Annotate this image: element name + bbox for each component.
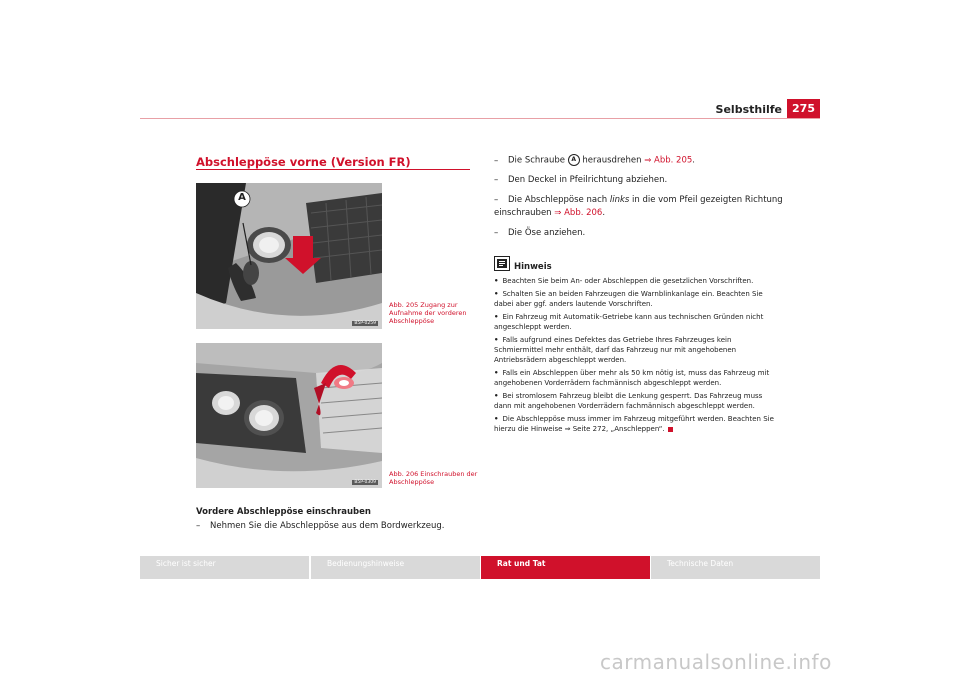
figure-205-code: B5P-0259 [354,321,376,326]
section-title: Abschleppöse vorne (Version FR) [196,155,411,169]
step-5-text: Die Öse anziehen. [508,228,586,238]
page-number-badge: 275 [787,99,820,118]
figure-205-label-a: A [238,192,246,203]
figure-206-reference-link[interactable]: ⇒ Abb. 206 [554,208,603,218]
step-5: – Die Öse anziehen. [494,228,586,238]
step-3-text: Den Deckel in Pfeilrichtung abziehen. [508,175,668,185]
figure-206-image [196,343,382,488]
procedure-subheading: Vordere Abschleppöse einschrauben [196,507,371,517]
figure-205-reference-link[interactable]: ⇒ Abb. 205 [644,155,693,166]
list-item: • Beachten Sie beim An- oder Abschleppen die gesetzlichen Vorschriften. [494,277,754,285]
footer-tab-sicher-ist-sicher[interactable]: Sicher ist sicher [140,556,309,579]
step-1: – Nehmen Sie die Abschleppöse aus dem Bordwerkzeug. [196,521,445,531]
list-item: • Schalten Sie an beiden Fahrzeugen die Warnblinkanlage ein. Beachten Sie dabei aber ggf. anders lautende Vorschriften. [494,290,763,308]
note-last-item-text: Die Abschleppöse muss immer im Fahrzeug mitgeführt werden. Beachten Sie hierzu die Hinweise ⇒ Seite 272, „Anschleppen“. [494,415,774,433]
list-item: • Die Abschleppöse muss immer im Fahrzeug mitgeführt werden. Beachten Sie hierzu die Hinweise ⇒ Seite 272, „Anschleppen“. [494,415,774,433]
step-1-text: Nehmen Sie die Abschleppöse aus dem Bordwerkzeug. [210,521,445,531]
note-icon [494,256,510,271]
footer-tab-technische-daten[interactable]: Technische Daten [651,556,820,579]
running-header-title: Selbsthilfe [715,103,782,116]
header-rule [140,118,820,119]
section-rule [196,169,470,170]
list-item: • Ein Fahrzeug mit Automatik-Getriebe kann aus technischen Gründen nicht angeschleppt werden. [494,313,764,331]
figure-206-code: B5P-0309 [354,480,376,485]
callout-a-symbol: A [568,154,580,166]
watermark-text: carmanualsonline.info [600,650,832,674]
figure-205-caption: Abb. 205 Zugang zur Aufnahme der vorderen Abschleppöse [389,301,467,325]
figure-205-image [196,183,382,329]
list-item: • Bei stromlosem Fahrzeug bleibt die Lenkung gesperrt. Das Fahrzeug muss dann mit angehobenen Vorderrädern fachmännisch abgeschleppt werden. [494,392,763,410]
list-item: • Falls aufgrund eines Defektes das Getriebe Ihres Fahrzeuges kein Schmiermittel mehr enthält, darf das Fahrzeug nur mit angehobenen Antriebsrädern abgeschleppt werden. [494,336,737,364]
list-item: • Falls ein Abschleppen über mehr als 50 km nötig ist, muss das Fahrzeug mit angehobenen Vorderrädern fachmännisch abgeschleppt werden. [494,369,770,387]
footer-tab-rat-und-tat[interactable]: Rat und Tat [481,556,650,579]
step-3: – Den Deckel in Pfeilrichtung abziehen. [494,175,668,185]
note-list [494,276,774,437]
end-of-section-marker [668,427,673,432]
note-heading: Hinweis [514,262,552,272]
step-2: – Die Schraube A herausdrehen ⇒ Abb. 205. [494,155,695,166]
footer-tab-bedienungshinweise[interactable]: Bedienungshinweise [311,556,480,579]
step-4: – Die Abschleppöse nach links in die vom Pfeil gezeigten Richtung einschrauben ⇒ Abb. 206. [494,195,783,218]
figure-206-caption: Abb. 206 Einschrauben der Abschleppöse [389,470,478,486]
